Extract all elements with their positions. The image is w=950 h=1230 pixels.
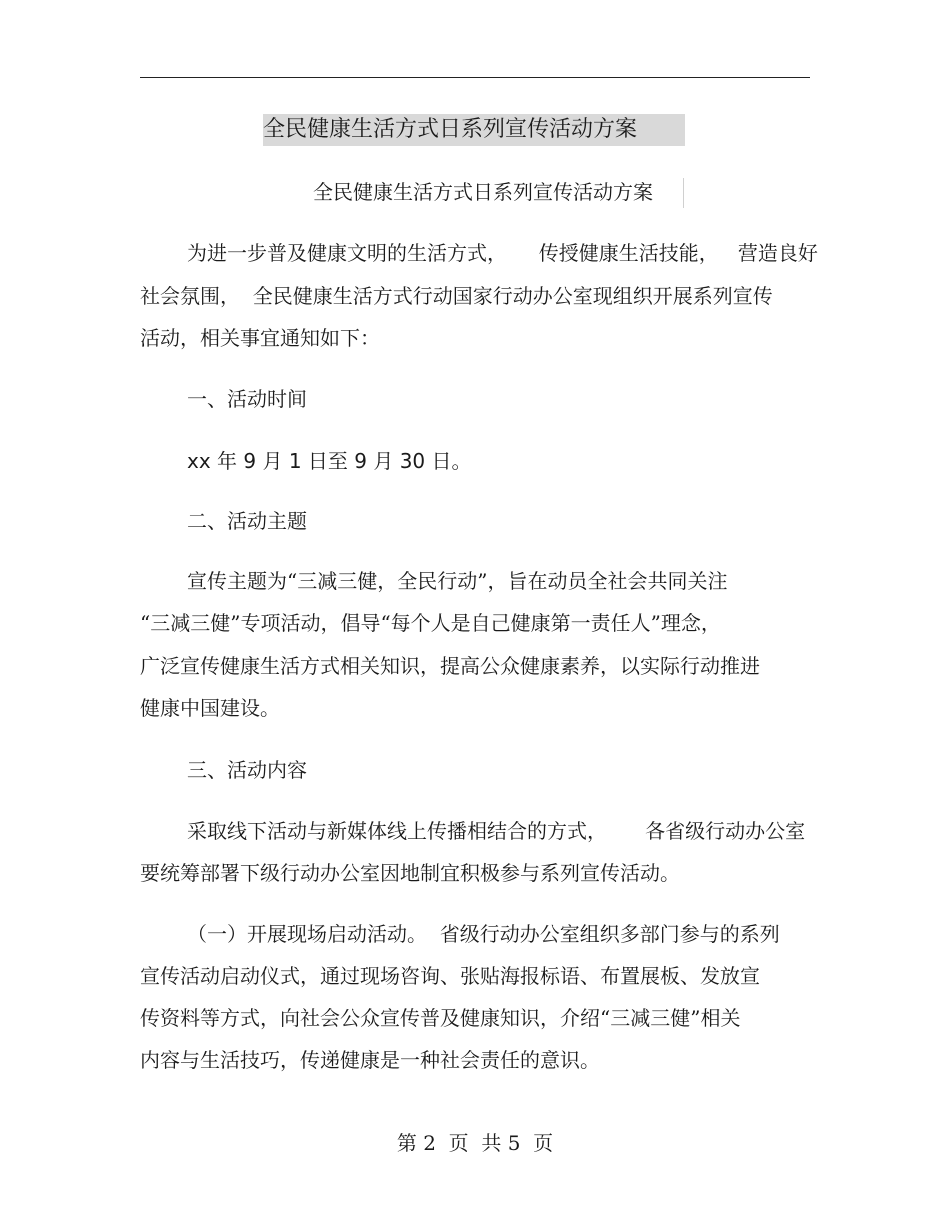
section-text-line: 健康中国建设。 bbox=[140, 696, 280, 720]
section-text: xx 年 9 月 1 日至 9 月 30 日。 bbox=[187, 449, 472, 473]
section-heading: 二、活动主题 bbox=[187, 509, 307, 533]
intro-line: 活动，相关事宜通知如下： bbox=[140, 326, 380, 350]
item-text-line: （一）开展现场启动活动。 省级行动办公室组织多部门参与的系列 bbox=[187, 922, 780, 946]
page-number: 第 2 页 共 5 页 bbox=[396, 1131, 554, 1155]
section-text-line: 广泛宣传健康生活方式相关知识，提高公众健康素养，以实际行动推进 bbox=[140, 654, 760, 678]
section-text-line: “三减三健”专项活动，倡导“每个人是自己健康第一责任人”理念， bbox=[140, 611, 721, 635]
page-header-title: 全民健康生活方式日系列宣传活动方案 bbox=[263, 114, 685, 146]
section-text-line: 要统筹部署下级行动办公室因地制宜积极参与系列宣传活动。 bbox=[140, 861, 680, 885]
document-title: 全民健康生活方式日系列宣传活动方案 bbox=[313, 178, 684, 208]
intro-line: 社会氛围， 全民健康生活方式行动国家行动办公室现组织开展系列宣传 bbox=[140, 284, 773, 308]
section-text-line: 采取线下活动与新媒体线上传播相结合的方式， 各省级行动办公室 bbox=[187, 819, 806, 843]
section-text-line: 宣传主题为“三减三健，全民行动”，旨在动员全社会共同关注 bbox=[187, 569, 728, 593]
section-heading: 三、活动内容 bbox=[187, 758, 307, 782]
section-heading: 一、活动时间 bbox=[187, 387, 307, 411]
intro-line: 为进一步普及健康文明的生活方式， 传授健康生活技能， 营造良好 bbox=[187, 241, 818, 265]
item-text-line: 宣传活动启动仪式，通过现场咨询、张贴海报标语、布置展板、发放宣 bbox=[140, 964, 760, 988]
item-text-line: 传资料等方式，向社会公众宣传普及健康知识，介绍“三减三健”相关 bbox=[140, 1006, 741, 1030]
header-rule bbox=[140, 77, 810, 78]
item-text-line: 内容与生活技巧，传递健康是一种社会责任的意识。 bbox=[140, 1048, 600, 1072]
